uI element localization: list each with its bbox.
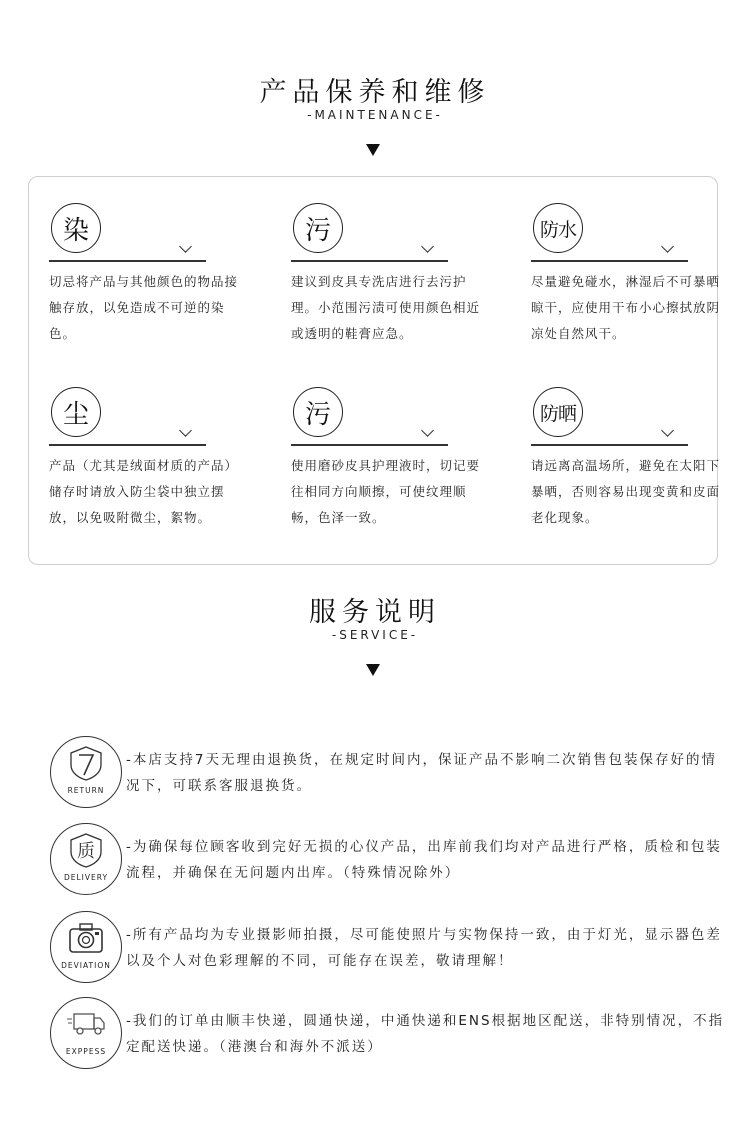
divider [49,444,206,446]
divider [291,444,448,446]
return-7-icon [66,745,106,781]
return-badge [50,736,122,808]
service-subtitle: -SERVICE- [331,628,419,642]
divider [49,260,206,262]
service-text: -为确保每位顾客收到完好无损的心仪产品，出库前我们均对产品进行严格，质检和包装流程，并确保在无问题内出库。（特殊情况除外） [126,839,722,881]
quality-icon [66,832,106,868]
divider [291,260,448,262]
service-item-express [50,997,730,1073]
deviation-badge [50,911,122,983]
service-text: -本店支持7天无理由退换货，在规定时间内，保证产品不影响二次销售包装保存好的情况下，可联系客服退换货。 [126,752,717,794]
care-text: 建议到皮具专洗店进行去污护理。小范围污渍可使用颜色相近或透明的鞋膏应急。 [291,274,481,341]
quality-glyph: 质 [77,841,95,862]
chevron-down-icon [179,424,192,437]
sunproof-icon: 防晒 [533,387,583,437]
service-text: -所有产品均为专业摄影师拍摄，尽可能使照片与实物保持一致，由于灯光，显示器色差以及个人对色彩理解的不同，可能存在误差，敬请理解！ [126,927,722,969]
down-arrow-icon [366,144,380,156]
service-item-return [50,736,730,812]
truck-icon [66,1006,106,1042]
waterproof-icon: 防水 [533,203,583,253]
service-title: 服务说明 [309,597,441,628]
service-item-delivery [50,823,730,899]
care-text: 切忌将产品与其他颜色的物品接触存放，以免造成不可逆的染色。 [49,274,239,341]
service-label: DEVIATION [61,961,111,970]
service-label: EXPPESS [65,1047,107,1056]
care-text: 尽量避免碰水，淋湿后不可暴晒晾干，应使用干布小心擦拭放阴凉处自然风干。 [531,274,721,341]
stain-icon: 污 [293,203,343,253]
maintenance-subtitle: -MAINTENANCE- [307,108,443,122]
service-text: -我们的订单由顺丰快递，圆通快递，中通快递和ENS根据地区配送，非特别情况，不指定配送快递。（港澳台和海外不派送） [126,1013,725,1055]
maintenance-panel [28,176,721,565]
chevron-down-icon [421,240,434,253]
service-item-deviation [50,911,730,987]
care-text: 请远离高温场所，避免在太阳下暴晒，否则容易出现变黄和皮面老化现象。 [531,458,721,525]
dust-icon: 尘 [51,387,101,437]
maintenance-title: 产品保养和维修 [259,77,491,108]
care-text: 使用磨砂皮具护理液时，切记要往相同方向顺擦，可使纹理顺畅，色泽一致。 [291,458,481,525]
service-label: DELIVERY [63,873,109,882]
care-item-waterproof [521,203,731,353]
divider [531,444,688,446]
care-item-sunproof [521,387,731,537]
service-label: RETURN [67,786,105,795]
care-item-stain [281,203,491,353]
dye-icon: 染 [51,203,101,253]
chevron-down-icon [661,240,674,253]
divider [531,260,688,262]
camera-icon [66,920,106,956]
down-arrow-icon [366,664,380,676]
care-item-stain-2 [281,387,491,537]
chevron-down-icon [421,424,434,437]
stain-icon: 污 [293,387,343,437]
chevron-down-icon [661,424,674,437]
care-item-dust [39,387,249,537]
care-item-dye [39,203,249,353]
delivery-badge [50,823,122,895]
care-text: 产品（尤其是绒面材质的产品）储存时请放入防尘袋中独立摆放，以免吸附微尘，絮物。 [49,458,239,525]
express-badge [50,997,122,1069]
chevron-down-icon [179,240,192,253]
